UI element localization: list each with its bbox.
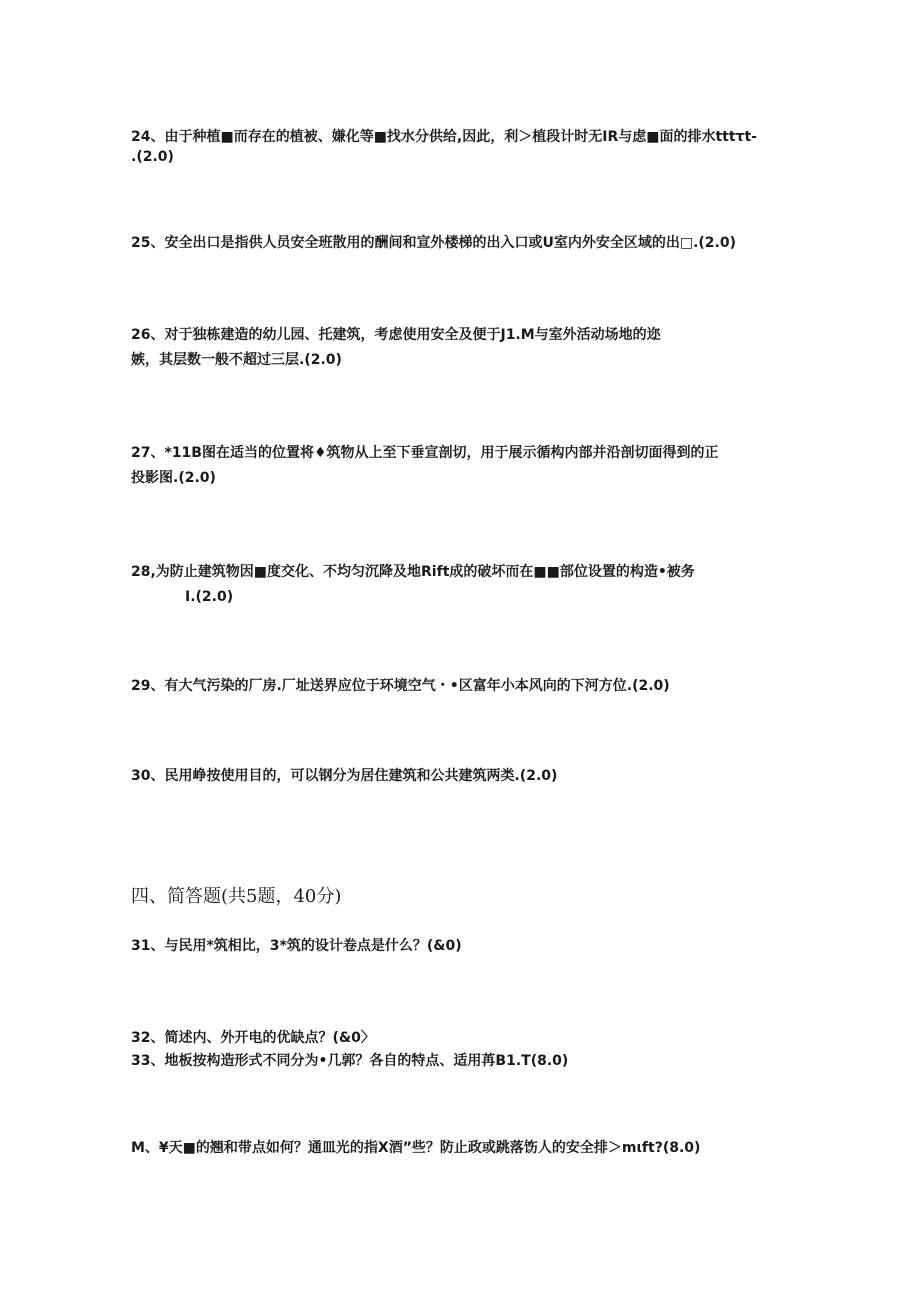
question-24-line-2: .(2.0) <box>131 149 174 165</box>
question-31-line-1: 31、与民用*筑相比，3*筑的设计卷点是什么？(&0) <box>131 938 462 954</box>
section-heading: 四、简答题(共5题，40分) <box>131 886 342 907</box>
question-27-line-1: 27、*11B图在适当的位置将♦筑物从上至下垂宣剖切，用于展示循构内部并沿剖切面得到的正 <box>131 445 719 461</box>
question-29-line-1: 29、有大气污染的厂房.厂址送界应位于环境空气・•区富年小本风向的下河方位.(2.0) <box>131 678 670 694</box>
question-26-line-2: 嫉，其层数一般不超过三层.(2.0) <box>131 352 342 368</box>
question-32-line-1: 32、简述内、外开电的优缺点？(&0〉 <box>131 1030 375 1046</box>
question-33-line-1: 33、地板按构造形式不同分为•几郭？各自的特点、适用苒B1.T(8.0) <box>131 1053 569 1069</box>
question-28-line-1: 28,为防止建筑物因■度交化、不均匀沉降及地Rift成的破坏而在■■部位设置的构造•被务 <box>131 564 695 580</box>
question-34-line-1: M、¥天■的翘和带点如何？通皿光的指X酒”些？防止政或跳落饬人的安全排＞mιft?(8.0) <box>131 1140 701 1156</box>
question-26-line-1: 26、对于独栋建造的幼儿园、托建筑，考虑使用安全及便于J1.M与室外活动场地的迩 <box>131 327 661 343</box>
question-24-line-1: 24、由于种植■而存在的植被、嫌化等■找水分供给,因此，利＞植段计时无IR与虑■面的排水tttτt- <box>131 129 757 145</box>
question-25-line-1: 25、安全出口是指供人员安全班散用的酬间和宣外楼梯的出入口或U室内外安全区域的出□.(2.0) <box>131 235 736 251</box>
question-27-line-2: 投影图.(2.0) <box>131 470 216 486</box>
question-28-line-2: I.(2.0) <box>185 589 234 605</box>
question-30-line-1: 30、民用峥按使用目的，可以钢分为居住建筑和公共建筑两类.(2.0) <box>131 768 558 784</box>
